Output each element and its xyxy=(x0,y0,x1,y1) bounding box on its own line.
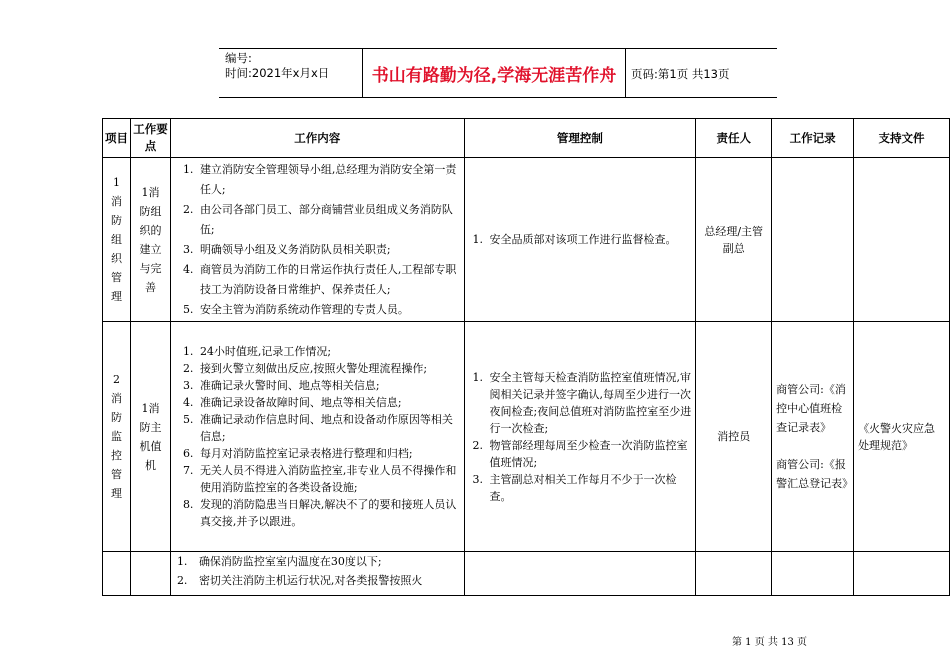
header-meta xyxy=(225,51,329,81)
project-cell xyxy=(103,552,131,596)
project-cell xyxy=(103,322,131,552)
responsible-cell xyxy=(696,552,772,596)
content-cell xyxy=(170,322,464,552)
point-cell xyxy=(130,552,170,596)
control-cell xyxy=(464,158,696,322)
time-label: 时间:2021年x月x日 xyxy=(225,66,330,80)
list-item: 5. 安全主管为消防系统动作管理的专责人员。 xyxy=(182,302,409,316)
support-text: 《火警火灾应急处理规范》 xyxy=(858,421,936,452)
record-cell xyxy=(772,552,854,596)
responsible-text: 消控员 xyxy=(717,430,751,443)
header-project: 项目 xyxy=(103,119,131,158)
list-item: 1. 24小时值班,记录工作情况; xyxy=(182,345,332,358)
list-item: 2. 由公司各部门员工、部分商铺营业员组成义务消防队伍; xyxy=(182,202,453,236)
list-item: 3. 主管副总对相关工作每月不少于一次检查。 xyxy=(472,472,677,503)
content-list xyxy=(175,552,460,590)
support-cell xyxy=(854,322,950,552)
list-item: 2. 物管部经理每周至少检查一次消防监控室值班情况; xyxy=(472,438,688,469)
header-record: 工作记录 xyxy=(772,119,854,158)
fire-management-table xyxy=(102,118,950,596)
point-text: 1消防组织的建立与完善 xyxy=(139,185,162,294)
responsible-cell xyxy=(696,158,772,322)
list-item: 2. 接到火警立刻做出反应,按照火警处理流程操作; xyxy=(182,362,428,375)
record-item: 商管公司:《消控中心值班检查记录表》 xyxy=(776,383,846,434)
document-header xyxy=(219,48,777,98)
list-item: 4. 准确记录设备故障时间、地点等相关信息; xyxy=(182,396,402,409)
responsible-cell xyxy=(696,322,772,552)
list-item: 4. 商管员为消防工作的日常运作执行责任人,工程部专职技工为消防设备日常维护、保养责任人; xyxy=(182,262,457,296)
control-list xyxy=(469,369,692,505)
list-item: 6. 每月对消防监控室记录表格进行整理和归档; xyxy=(182,447,413,460)
content-cell xyxy=(170,158,464,322)
header-support: 支持文件 xyxy=(854,119,950,158)
list-item: 1. 建立消防安全管理领导小组,总经理为消防安全第一责任人; xyxy=(182,162,457,196)
list-item: 7. 无关人员不得进入消防监控室,非专业人员不得操作和使用消防监控室的各类设备设施; xyxy=(182,464,457,494)
list-item: 5. 准确记录动作信息时间、地点和设备动作原因等相关信息; xyxy=(182,413,453,443)
table-header-row xyxy=(103,119,950,158)
project-text: 1消防组织管理 xyxy=(110,176,122,303)
list-item: 3. 准确记录火警时间、地点等相关信息; xyxy=(182,379,380,392)
header-responsible: 责任人 xyxy=(696,119,772,158)
content-list xyxy=(175,160,460,320)
point-text: 1消防主机值机 xyxy=(139,401,162,472)
list-item: 1. 确保消防监控室室内温度在30度以下; xyxy=(176,555,382,568)
control-cell xyxy=(464,552,696,596)
project-text: 2消防监控管理 xyxy=(110,373,122,500)
list-item: 1. 安全主管每天检查消防监控室值班情况,审阅相关记录并签字确认,每周至少进行一次夜间检查;夜间总值班对消防监控室至少进行一次检查; xyxy=(472,370,692,435)
list-item: 1. 安全品质部对该项工作进行监督检查。 xyxy=(472,233,677,246)
control-list xyxy=(469,231,692,248)
page-footer: 第 1 页 共 13 页 xyxy=(732,637,807,648)
header-content: 工作内容 xyxy=(170,119,464,158)
list-item: 2. 密切关注消防主机运行状况,对各类报警按照火 xyxy=(176,574,423,587)
content-cell xyxy=(170,552,464,596)
support-cell xyxy=(854,552,950,596)
record-cell xyxy=(772,158,854,322)
table-row xyxy=(103,322,950,552)
responsible-text: 总经理/主管副总 xyxy=(704,224,764,255)
record-cell xyxy=(772,322,854,552)
control-cell xyxy=(464,322,696,552)
header-control: 管理控制 xyxy=(464,119,696,158)
header-point: 工作要点 xyxy=(130,119,170,158)
table-row xyxy=(103,158,950,322)
project-cell xyxy=(103,158,131,322)
page-label: 页码:第1页 共13页 xyxy=(631,67,730,81)
table-row xyxy=(103,552,950,596)
list-item: 3. 明确领导小组及义务消防队员相关职责; xyxy=(182,242,391,256)
number-label: 编号: xyxy=(225,51,252,65)
record-item: 商管公司:《报警汇总登记表》 xyxy=(776,458,854,490)
point-cell xyxy=(130,158,170,322)
motto: 书山有路勤为径,学海无涯苦作舟 xyxy=(362,49,626,97)
content-list xyxy=(175,343,460,530)
list-item: 8. 发现的消防隐患当日解决,解决不了的要和接班人员认真交接,并予以跟进。 xyxy=(182,498,457,528)
point-cell xyxy=(130,322,170,552)
support-cell xyxy=(854,158,950,322)
